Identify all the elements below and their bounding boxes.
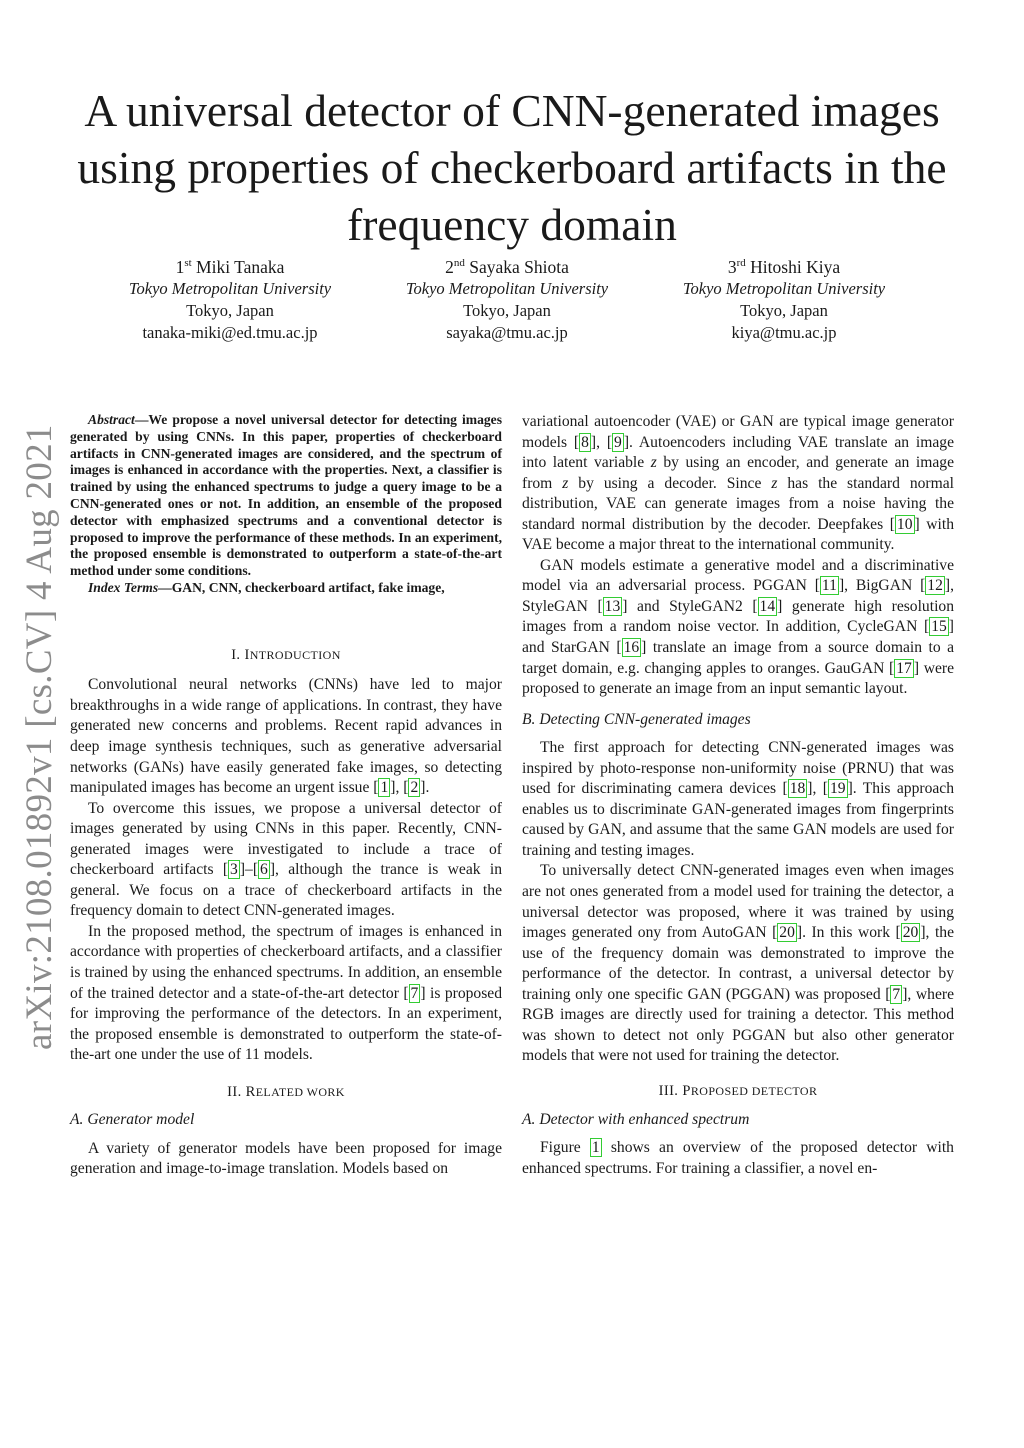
citation-link[interactable]: 15	[931, 618, 947, 636]
index-terms: Index Terms—GAN, CNN, checkerboard artifact, fake image,	[88, 579, 445, 595]
citation-link[interactable]: 19	[829, 780, 846, 798]
citation-link[interactable]: 20	[779, 924, 795, 942]
citation-link[interactable]: 3	[230, 861, 238, 879]
citation-link[interactable]: 18	[789, 780, 806, 798]
citation-link[interactable]: 16	[623, 639, 640, 657]
arxiv-stamp: arXiv:2108.01892v1 [cs.CV] 4 Aug 2021	[19, 424, 60, 1050]
detecting-paragraph-1: The first approach for detecting CNN-generated images was inspired by photo-response non-uniformity noise (PRNU) that was used for discriminating camera devices [ 18 ], [ 19 ]. This approach enables us to discriminate GAN-generated images from fingerprints caused by GAN, and assume that the same GAN models are used for training and testing images.	[522, 739, 955, 859]
generator-paragraph-1: A variety of generator models have been proposed for image generation and image-to-image translation. Models based on	[70, 1139, 502, 1178]
author-2: 2nd Sayaka Shiota Tokyo Metropolitan University Tokyo, Japan sayaka@tmu.ac.jp	[357, 252, 657, 344]
author-affiliation: Tokyo Metropolitan University	[682, 278, 886, 298]
citation-link[interactable]: 7	[892, 985, 901, 1003]
citation-link[interactable]: 8	[581, 433, 589, 451]
author-email: sayaka@tmu.ac.jp	[446, 322, 568, 342]
intro-paragraph-3: In the proposed method, the spectrum of images is enhanced in accordance with properties of checkerboard artifacts, and a classifier is trained by using the enhanced spectrums. In addition, an ensemble of the trained detector and a state-of-the-art detector [ 7 ] is proposed for improving the performance of the detectors. In an experiment, the proposed ensemble is demonstrated to outperform the state-of-the-art one under the use of 11 models.	[70, 922, 502, 1064]
citation-link[interactable]: 11	[821, 577, 837, 595]
subsection-heading-generator-model: A. Generator model	[70, 1111, 195, 1129]
citation-link[interactable]: 7	[410, 984, 419, 1002]
author-3: 3rd Hitoshi Kiya Tokyo Metropolitan University Tokyo, Japan kiya@tmu.ac.jp	[634, 252, 934, 344]
intro-paragraph-1: Convolutional neural networks (CNNs) have led to major breakthroughs in a wide range of applications. In contrast, they have generated new concerns and problems. Recent rapid advances in deep image synthesis techniques, such as generative adversarial networks (GANs) have easily generated fake images, so detecting manipulated images has become an urgent issue [ 1 ], [ 2 ].	[70, 676, 502, 797]
author-1: 1st Miki Tanaka Tokyo Metropolitan University Tokyo, Japan tanaka-miki@ed.tmu.ac.jp	[80, 252, 380, 344]
subsection-heading-enhanced-spectrum: A. Detector with enhanced spectrum	[522, 1110, 750, 1128]
author-email: kiya@tmu.ac.jp	[731, 322, 837, 342]
detecting-paragraph-2: To universally detect CNN-generated images even when images are not ones generated from a model used for training the detector, a universal detector was proposed, where it was trained by using images generated ony from AutoGAN [ 20 ]. In this work [ 20 ], the use of the frequency domain was demonstrated to improve the performance of the detector. In contrast, a universal detector by training only one specific GAN (PGGAN) was proposed [ 7 ], where RGB images are directly used for training a detector. This method was shown to detect not only PGGAN but also other generator models that were not used for training the detector.	[522, 862, 954, 1065]
generator-paragraph-2: GAN models estimate a generative model and a discriminative model via an adversarial process. PGGAN [ 11 ], BigGAN [ 12 ], StyleGAN [ 13 ] and StyleGAN2 [ 14 ] generate high resolution images from a random noise vector. In addition, CycleGAN [ 15 ] and StarGAN [ 16 ] translate an image from a source domain to a target domain, e.g. changing apples to oranges. GauGAN [ 17 ] were proposed to generate an image from an input semantic layout.	[522, 556, 955, 698]
author-location: Tokyo, Japan	[740, 300, 828, 320]
paper-title: A universal detector of CNN-generated images using properties of checkerboard artifacts in the frequency domain	[77, 85, 947, 250]
author-name: Sayaka Shiota	[469, 256, 569, 277]
author-email: tanaka-miki@ed.tmu.ac.jp	[142, 322, 318, 342]
citation-link[interactable]: 17	[896, 659, 912, 677]
intro-paragraph-2: To overcome this issues, we propose a universal detector of images generated by using CNNs in this paper. Recently, CNN-generated images were investigated to include a trace of checkerboard artifacts [ 3 ]–[ 6 ], although the trance is weak in general. We focus on a trace of checkerboard artifacts in the frequency domain to detect CNN-generated images.	[70, 799, 502, 920]
author-affiliation: Tokyo Metropolitan University	[405, 278, 609, 298]
citation-link[interactable]: 20	[902, 924, 919, 942]
section-heading-proposed-detector: III. PROPOSED DETECTOR	[658, 1082, 818, 1099]
author-name: Miki Tanaka	[196, 256, 285, 277]
citation-link[interactable]: 10	[896, 515, 913, 533]
abstract: Abstract—We propose a novel universal detector for detecting images generated by using CNNs. In this paper, properties of checkerboard artifacts in CNN-generated images are considered, and the spectrum of images is enhanced in accordance with the properties. Next, a classifier is trained by using the enhanced spectrums to judge a query image to be a CNN-generated ones or not. In addition, an ensemble of the proposed detector with emphasized spectrums and a conventional detector is proposed to improve the performance of these methods. In an experiment, the proposed ensemble is demonstrated to outperform a state-of-the-art method under some conditions.	[70, 412, 502, 579]
left-column	[70, 412, 502, 1180]
section-heading-related-work: II. RELATED WORK	[227, 1083, 345, 1100]
author-name: Hitoshi Kiya	[750, 256, 841, 277]
citation-link[interactable]: 12	[927, 577, 943, 595]
proposed-paragraph-1: Figure 1 shows an overview of the proposed detector with enhanced spectrums. For training a classifier, a novel en-	[522, 1139, 954, 1177]
citation-link[interactable]: 9	[614, 433, 622, 451]
citation-link[interactable]: 13	[604, 597, 621, 615]
citation-link[interactable]: 2	[410, 779, 419, 797]
generator-paragraph-1-continued: variational autoencoder (VAE) or GAN are typical image generator models [ 8 ], [ 9 ]. Autoencoders including VAE translate an image into latent variable z by using an encoder, and generate an image from z by using a decoder. Since z has the standard normal distribution, VAE can generate images from a noise having the standard normal distribution by the decoder. Deepfakes [ 10 ] with VAE become a major threat to the international community.	[522, 413, 955, 554]
author-location: Tokyo, Japan	[463, 300, 551, 320]
subsection-heading-detecting: B. Detecting CNN-generated images	[522, 710, 751, 728]
citation-link[interactable]: 6	[260, 861, 268, 879]
author-block	[80, 252, 960, 352]
right-column	[522, 412, 954, 1179]
citation-link[interactable]: 1	[380, 779, 389, 797]
citation-link[interactable]: 14	[759, 597, 776, 615]
author-location: Tokyo, Japan	[186, 300, 274, 320]
section-heading-introduction: I. INTRODUCTION	[231, 646, 341, 663]
author-affiliation: Tokyo Metropolitan University	[128, 278, 332, 298]
figure-link[interactable]: 1	[591, 1139, 600, 1157]
